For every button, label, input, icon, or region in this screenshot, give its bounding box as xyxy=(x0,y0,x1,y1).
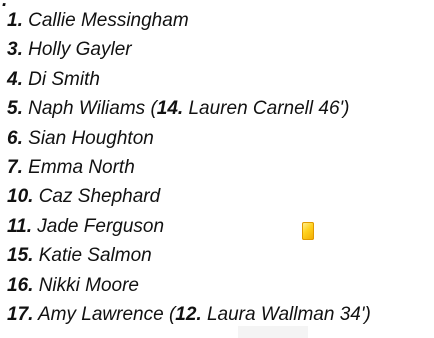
substitute-number: 12. xyxy=(175,303,202,325)
player-name: Caz Shephard xyxy=(38,186,161,208)
shirt-number: 6. xyxy=(7,127,23,149)
player-row xyxy=(7,35,371,64)
shirt-number: 10. xyxy=(7,186,34,208)
shirt-number: 5. xyxy=(7,98,23,120)
shirt-number: 11. xyxy=(7,215,33,237)
player-row xyxy=(7,182,371,211)
player-name: Callie Messingham xyxy=(28,10,189,31)
player-row xyxy=(7,212,371,241)
substitute-name: Lauren Carnell 46') xyxy=(188,98,350,120)
player-list xyxy=(7,6,371,329)
player-row xyxy=(7,65,371,94)
shirt-number: 7. xyxy=(7,156,23,178)
yellow-card-icon xyxy=(302,222,314,240)
substitute-name: Laura Wallman 34') xyxy=(206,303,371,325)
player-row xyxy=(7,153,371,182)
player-name: Amy Lawrence ( xyxy=(38,303,176,325)
player-name: Katie Salmon xyxy=(38,245,152,267)
player-name: Nikki Moore xyxy=(38,274,140,296)
clipped-heading: . xyxy=(2,0,8,11)
shirt-number: 1. xyxy=(7,10,23,31)
player-name: Sian Houghton xyxy=(28,127,154,149)
shirt-number: 3. xyxy=(7,39,23,61)
shirt-number: 16. xyxy=(7,274,34,296)
substitute-number: 14. xyxy=(156,98,184,120)
player-row xyxy=(7,271,371,300)
player-name: Emma North xyxy=(28,156,135,178)
player-row xyxy=(7,6,371,35)
player-name: Holly Gayler xyxy=(28,39,132,61)
player-row xyxy=(7,300,371,329)
shirt-number: 17. xyxy=(7,303,34,325)
divider xyxy=(238,326,308,338)
player-row xyxy=(7,124,371,153)
player-row xyxy=(7,94,371,123)
shirt-number: 4. xyxy=(7,68,23,90)
shirt-number: 15. xyxy=(7,245,34,267)
player-name: Di Smith xyxy=(28,68,100,90)
player-row xyxy=(7,241,371,270)
player-name: Jade Ferguson xyxy=(37,215,165,237)
player-name: Naph Wiliams ( xyxy=(28,98,157,120)
